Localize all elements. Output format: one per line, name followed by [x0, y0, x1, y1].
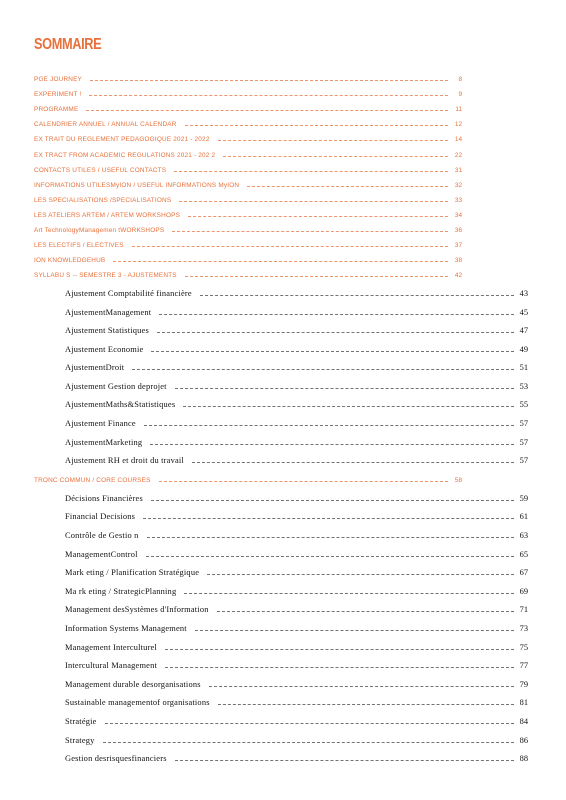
toc-page-number: 11 — [455, 106, 462, 114]
toc-entry-label: Financial Decisions — [65, 512, 136, 522]
toc-entry-label: Ajustement RH et droit du travail — [65, 456, 184, 466]
toc-page-number: 58 — [454, 477, 462, 485]
toc-dot-leader — [195, 630, 514, 631]
toc-dot-leader — [150, 444, 514, 445]
toc-section-entry[interactable] — [0, 189, 566, 204]
toc-dot-leader — [179, 201, 448, 202]
toc-entry-label: Contrôle de Gestio n — [65, 531, 139, 541]
toc-dot-leader — [218, 704, 514, 705]
toc-dot-leader — [113, 261, 448, 262]
toc-subsection-entry[interactable] — [0, 391, 566, 410]
toc-entry-label: ION KNOWLEDGEHUB — [34, 257, 106, 265]
toc-page-number: 31 — [454, 166, 462, 174]
toc-page-number: 8 — [458, 76, 462, 84]
toc-page-number: 57 — [519, 456, 528, 466]
toc-entry-label: Stratégie — [65, 716, 97, 726]
toc-entry-label: EXPERIMENT ! — [34, 91, 82, 99]
toc-section-entry[interactable] — [0, 128, 566, 143]
toc-section-entry[interactable] — [0, 249, 566, 264]
toc-subsection-entry[interactable] — [0, 689, 566, 708]
toc-subsection-entry[interactable] — [0, 484, 566, 503]
toc-page-number: 84 — [519, 716, 528, 726]
toc-entry-label: Ajustement Gestion deprojet — [65, 381, 167, 391]
toc-page-number: 73 — [519, 624, 528, 633]
toc-dot-leader — [86, 110, 448, 111]
toc-entry-label: Information Systems Management — [65, 624, 187, 633]
toc-entry-label: EX TRAIT DU REGLEMENT PEDAGOGIQUE 2021 - 2022 — [34, 136, 210, 144]
toc-dot-leader — [146, 556, 514, 557]
toc-section-entry[interactable] — [0, 113, 566, 128]
toc-subsection-entry[interactable] — [0, 372, 566, 391]
toc-dot-leader — [89, 95, 448, 96]
toc-page-number: 47 — [519, 326, 528, 336]
toc-dot-leader — [175, 388, 514, 389]
toc-dot-leader — [157, 332, 514, 333]
toc-page-number: 12 — [454, 121, 462, 129]
toc-dot-leader — [217, 611, 514, 612]
toc-page-number: 45 — [519, 307, 528, 317]
toc-entry-label: Ajustement Comptabilité financière — [65, 288, 192, 298]
toc-entry-label: INFORMATIONS UTILESMyION / USEFUL INFORMATIONS MyION — [34, 181, 240, 189]
toc-entry-label: Ajustement Statistiques — [65, 326, 149, 336]
toc-dot-leader — [147, 537, 514, 538]
toc-page-number: 67 — [519, 568, 528, 578]
toc-dot-leader — [159, 481, 448, 482]
toc-section-entry[interactable] — [0, 174, 566, 189]
toc-page-number: 34 — [454, 211, 462, 219]
toc-subsection-entry[interactable] — [0, 726, 566, 745]
toc-subsection-entry[interactable] — [0, 745, 566, 764]
toc-page-number: 32 — [454, 181, 462, 189]
toc-page-number: 79 — [519, 679, 528, 689]
toc-subsection-entry[interactable] — [0, 559, 566, 578]
toc-entry-label: AjustementManagement — [65, 307, 152, 317]
toc-entry-label: ManagementControl — [65, 549, 138, 559]
page-title: SOMMAIRE — [34, 36, 102, 53]
toc-subsection-entry[interactable] — [0, 652, 566, 671]
toc-section-entry[interactable] — [0, 159, 566, 174]
toc-dot-leader — [105, 723, 514, 724]
toc-dot-leader — [209, 686, 514, 687]
toc-dot-leader — [185, 276, 448, 277]
toc-entry-label: EX TRACT FROM ACADEMIC REGULATIONS 2021 - 202 2 — [34, 151, 216, 159]
toc-entry-label: PROGRAMME — [34, 106, 79, 114]
toc-dot-leader — [218, 140, 448, 141]
toc-page-number: 14 — [454, 136, 462, 144]
toc-page-number: 71 — [519, 605, 528, 615]
toc-subsection-entry[interactable] — [0, 707, 566, 726]
toc-page-number: 22 — [454, 151, 462, 159]
toc-subsection-entry[interactable] — [0, 447, 566, 466]
toc-section-entry[interactable] — [0, 204, 566, 219]
toc-page-number: 9 — [458, 91, 462, 99]
toc-entry-label: CONTACTS UTILES / USEFUL CONTACTS — [34, 166, 167, 174]
toc-dot-leader — [207, 574, 514, 575]
toc-page-number: 49 — [519, 344, 528, 354]
toc-entry-label: Ajustement Finance — [65, 419, 136, 429]
toc-page-number: 88 — [519, 754, 528, 764]
toc-page-number: 55 — [519, 400, 528, 410]
toc-page-number: 63 — [519, 531, 528, 541]
toc-subsection-entry[interactable] — [0, 596, 566, 615]
toc-dot-leader — [185, 125, 448, 126]
toc-page-number: 69 — [519, 586, 528, 596]
toc-page-number: 51 — [519, 363, 528, 373]
toc-dot-leader — [132, 246, 448, 247]
toc-section-entry[interactable] — [0, 143, 566, 158]
toc-section-entry[interactable] — [0, 98, 566, 113]
toc-subsection-entry[interactable] — [0, 633, 566, 652]
toc-section-entry[interactable] — [0, 234, 566, 249]
toc-dot-leader — [184, 593, 514, 594]
toc-page-number: 75 — [519, 642, 528, 652]
toc-dot-leader — [223, 156, 448, 157]
toc-entry-label: SYLLABU S -- SEMESTRE 3 - AJUSTEMENTS — [34, 272, 177, 280]
toc-entry-label: Ma rk eting / StrategicPlanning — [65, 586, 177, 596]
toc-section-entry[interactable] — [0, 465, 566, 484]
toc-page-number: 57 — [519, 419, 528, 429]
toc-subsection-entry[interactable] — [0, 335, 566, 354]
toc-entry-label: Mark eting / Planification Stratégique — [65, 568, 200, 578]
toc-entry-label: Intercultural Management — [65, 661, 158, 671]
toc-dot-leader — [183, 406, 514, 407]
toc-entry-label: Management durable desorganisations — [65, 679, 201, 689]
toc-subsection-entry[interactable] — [0, 279, 566, 298]
toc-dot-leader — [159, 314, 514, 315]
toc-page-number: 33 — [454, 196, 462, 204]
toc-page-number: 59 — [519, 493, 528, 503]
toc-entry-label: Art TechnologyManagemen tWORKSHOPS — [34, 227, 165, 235]
toc-entry-label: Gestion desrisquesfinanciers — [65, 754, 167, 764]
toc-entry-label: AjustementDroit — [65, 363, 125, 373]
toc-page-number: 77 — [519, 661, 528, 671]
toc-page-number: 36 — [454, 227, 462, 235]
toc-dot-leader — [247, 186, 448, 187]
toc-entry-label: PGE JOURNEY — [34, 76, 83, 84]
toc-dot-leader — [132, 369, 514, 370]
toc-subsection-entry[interactable] — [0, 614, 566, 633]
toc-entry-label: LES ATELIERS ARTEM / ARTEM WORKSHOPS — [34, 211, 181, 219]
toc-subsection-entry[interactable] — [0, 521, 566, 540]
toc-dot-leader — [151, 500, 514, 501]
toc-subsection-entry[interactable] — [0, 670, 566, 689]
toc-entry-label: Management Interculturel — [65, 642, 158, 652]
toc-dot-leader — [165, 649, 514, 650]
toc-dot-leader — [103, 742, 514, 743]
toc-entry-label: CALENDRIER ANNUEL / ANNUAL CALENDAR — [34, 121, 177, 129]
toc-subsection-entry[interactable] — [0, 409, 566, 428]
toc-entry-label: Sustainable managementof organisations — [65, 698, 210, 708]
toc-page-number: 37 — [454, 242, 462, 250]
toc-dot-leader — [174, 171, 448, 172]
toc-page-number: 81 — [519, 698, 528, 708]
toc-page-number: 86 — [519, 735, 528, 745]
toc-section-entry[interactable] — [0, 83, 566, 98]
toc-dot-leader — [90, 80, 448, 81]
toc-subsection-entry[interactable] — [0, 540, 566, 559]
toc-entry-label: LES SPECIALISATIONS /SPECIALISATIONS — [34, 196, 172, 204]
toc-page-number: 61 — [519, 512, 528, 522]
toc-subsection-entry[interactable] — [0, 428, 566, 447]
toc-page-number: 42 — [454, 272, 462, 280]
toc-dot-leader — [151, 351, 514, 352]
toc-subsection-entry[interactable] — [0, 317, 566, 336]
toc-page-number: 43 — [519, 288, 528, 298]
toc-dot-leader — [172, 231, 448, 232]
toc-dot-leader — [200, 295, 514, 296]
toc-entry-label: Management desSystèmes d'Information — [65, 605, 209, 615]
toc-entry-label: TRONC COMMUN / CORE COURSES — [34, 477, 151, 485]
toc-dot-leader — [175, 760, 514, 761]
toc-entry-label: LES ELECTIFS / ELECTIVES — [34, 242, 124, 250]
toc-page-number: 38 — [454, 257, 462, 265]
toc-subsection-entry[interactable] — [0, 577, 566, 596]
toc-entry-label: AjustementMarketing — [65, 437, 143, 447]
toc-page-number: 57 — [519, 437, 528, 447]
table-of-contents — [0, 68, 566, 763]
toc-subsection-entry[interactable] — [0, 503, 566, 522]
toc-entry-label: AjustementMaths&Statistiques — [65, 400, 176, 410]
toc-entry-label: Décisions Financières — [65, 493, 143, 503]
toc-section-entry[interactable] — [0, 68, 566, 83]
toc-dot-leader — [188, 216, 448, 217]
toc-entry-label: Strategy — [65, 735, 95, 745]
toc-dot-leader — [144, 425, 514, 426]
toc-page-number: 53 — [519, 381, 528, 391]
toc-entry-label: Ajustement Economie — [65, 344, 144, 354]
toc-section-entry[interactable] — [0, 219, 566, 234]
toc-dot-leader — [192, 462, 514, 463]
toc-subsection-entry[interactable] — [0, 298, 566, 317]
toc-page-number: 65 — [519, 549, 528, 559]
toc-section-entry[interactable] — [0, 264, 566, 279]
toc-subsection-entry[interactable] — [0, 354, 566, 373]
toc-dot-leader — [165, 667, 514, 668]
toc-dot-leader — [143, 518, 514, 519]
